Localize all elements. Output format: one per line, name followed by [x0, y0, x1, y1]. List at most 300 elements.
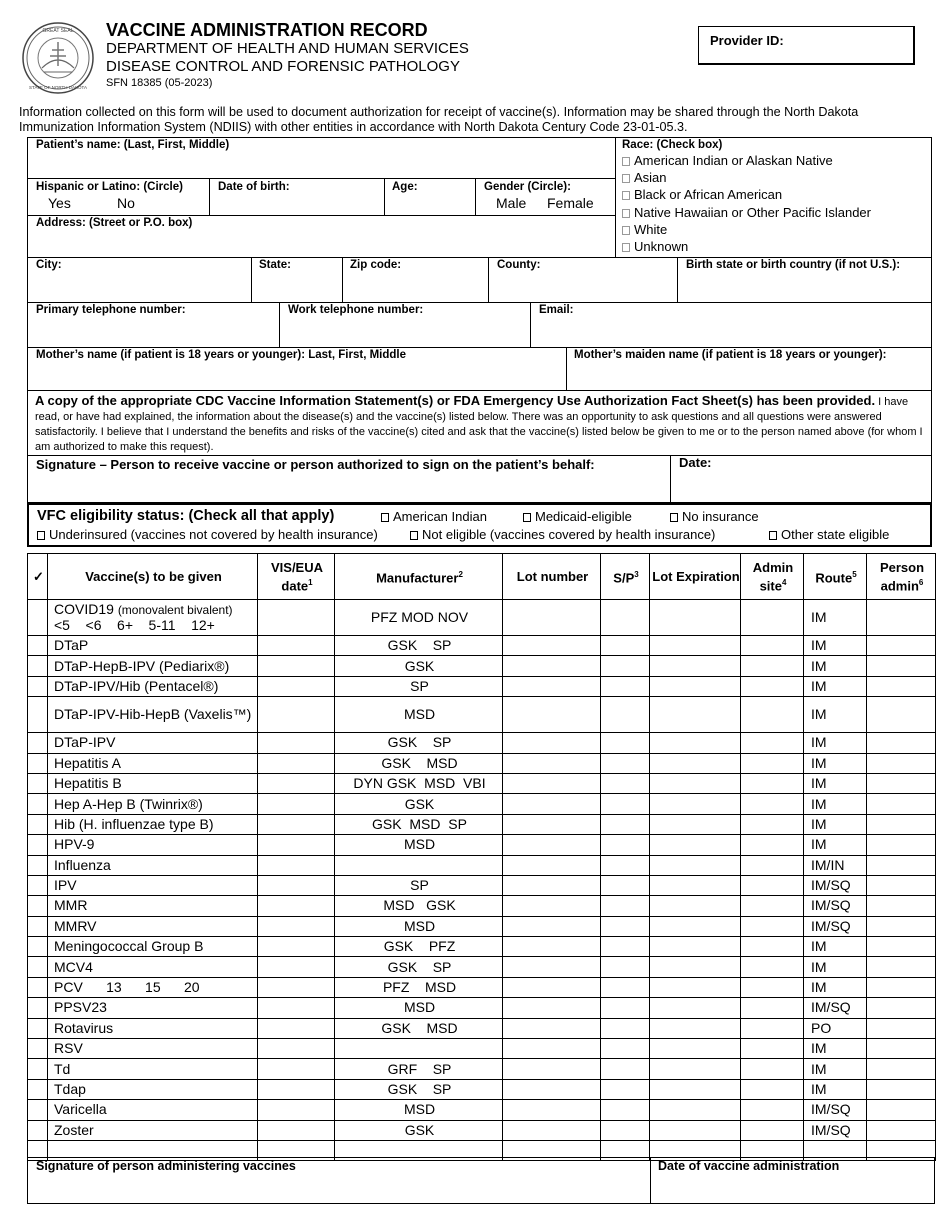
person-admin-cell[interactable]	[867, 1039, 936, 1059]
person-admin-cell[interactable]	[867, 1018, 936, 1038]
vaccine-name-cell: Varicella	[48, 1100, 258, 1120]
vis-date-cell[interactable]	[258, 1059, 335, 1079]
vis-date-cell[interactable]	[258, 753, 335, 773]
manufacturer-cell: DYN GSK MSD VBI	[335, 773, 503, 793]
admin-site-cell[interactable]	[741, 656, 804, 676]
vis-date-cell[interactable]	[258, 835, 335, 855]
checkbox-icon[interactable]	[622, 243, 630, 252]
lot-number-cell[interactable]	[503, 697, 601, 733]
person-admin-cell[interactable]	[867, 1079, 936, 1099]
admin-site-cell[interactable]	[741, 896, 804, 916]
admin-site-cell[interactable]	[741, 937, 804, 957]
lot-number-cell[interactable]	[503, 814, 601, 834]
lot-expiration-cell[interactable]	[650, 875, 741, 895]
vis-date-cell[interactable]	[258, 916, 335, 936]
sp-cell[interactable]	[601, 733, 650, 753]
table-row	[28, 1079, 936, 1099]
department-name: DEPARTMENT OF HEALTH AND HUMAN SERVICES	[106, 40, 469, 57]
lot-expiration-cell[interactable]	[650, 1039, 741, 1059]
lot-number-cell[interactable]	[503, 1018, 601, 1038]
person-admin-cell[interactable]	[867, 600, 936, 636]
manufacturer-cell: SP	[335, 875, 503, 895]
person-admin-cell[interactable]	[867, 697, 936, 733]
manufacturer-cell: SP	[335, 676, 503, 696]
admin-site-cell[interactable]	[741, 1120, 804, 1140]
lot-number-cell[interactable]	[503, 977, 601, 997]
vis-date-cell[interactable]	[258, 977, 335, 997]
lot-expiration-cell[interactable]	[650, 697, 741, 733]
lot-number-cell[interactable]	[503, 733, 601, 753]
race-option-pacific-islander[interactable]: Native Hawaiian or Other Pacific Islander	[622, 204, 871, 221]
vis-date-cell[interactable]	[258, 600, 335, 636]
route-cell: IM	[804, 753, 867, 773]
county-field[interactable]: County:	[497, 259, 541, 271]
sp-cell[interactable]	[601, 676, 650, 696]
sp-cell[interactable]	[601, 773, 650, 793]
lot-expiration-cell[interactable]	[650, 957, 741, 977]
mother-name-field[interactable]: Mother’s name (if patient is 18 years or younger): Last, First, Middle	[36, 349, 406, 361]
check-cell[interactable]	[28, 794, 48, 814]
vaccine-name-cell: Zoster	[48, 1120, 258, 1140]
header-person-admin: Person admin$^6$	[867, 554, 936, 600]
vis-date-cell[interactable]	[258, 733, 335, 753]
person-admin-cell[interactable]	[867, 896, 936, 916]
lot-number-cell[interactable]	[503, 835, 601, 855]
checkbox-icon[interactable]	[381, 513, 389, 522]
seal-bottom-text: STATE OF NORTH DAKOTA	[29, 85, 87, 90]
mother-maiden-name-field[interactable]: Mother’s maiden name (if patient is 18 years or younger):	[574, 349, 887, 361]
provider-id-field[interactable]	[698, 26, 915, 65]
route-cell: IM	[804, 697, 867, 733]
admin-site-cell[interactable]	[741, 1059, 804, 1079]
lot-expiration-cell[interactable]	[650, 835, 741, 855]
check-cell[interactable]	[28, 875, 48, 895]
sp-cell[interactable]	[601, 875, 650, 895]
admin-site-cell[interactable]	[741, 875, 804, 895]
lot-expiration-cell[interactable]	[650, 814, 741, 834]
header-route: Route$^5$	[804, 554, 867, 600]
lot-expiration-cell[interactable]	[650, 1059, 741, 1079]
route-cell: IM	[804, 1039, 867, 1059]
vaccine-name-cell: MMR	[48, 896, 258, 916]
person-admin-cell[interactable]	[867, 733, 936, 753]
sp-cell[interactable]	[601, 1039, 650, 1059]
sp-cell[interactable]	[601, 753, 650, 773]
admin-site-cell[interactable]	[741, 676, 804, 696]
admin-site-cell[interactable]	[741, 814, 804, 834]
sp-cell[interactable]	[601, 896, 650, 916]
vis-date-cell[interactable]	[258, 794, 335, 814]
age-field[interactable]: Age:	[392, 181, 418, 193]
sp-cell[interactable]	[601, 697, 650, 733]
manufacturer-cell: GSK MSD	[335, 1018, 503, 1038]
lot-expiration-cell[interactable]	[650, 855, 741, 875]
admin-site-cell[interactable]	[741, 998, 804, 1018]
admin-site-cell[interactable]	[741, 773, 804, 793]
admin-site-cell[interactable]	[741, 1039, 804, 1059]
gender-male-option[interactable]: Male	[496, 195, 527, 211]
person-admin-cell[interactable]	[867, 855, 936, 875]
table-row	[28, 916, 936, 936]
table-row	[28, 697, 936, 733]
route-cell: IM	[804, 600, 867, 636]
check-cell[interactable]	[28, 1039, 48, 1059]
sp-cell[interactable]	[601, 1100, 650, 1120]
vis-date-cell[interactable]	[258, 1079, 335, 1099]
sp-cell[interactable]	[601, 1018, 650, 1038]
dob-field[interactable]: Date of birth:	[218, 181, 290, 193]
lot-expiration-cell[interactable]	[650, 1100, 741, 1120]
vfc-option-american-indian[interactable]: American Indian	[381, 509, 487, 524]
admin-site-cell[interactable]	[741, 1018, 804, 1038]
sp-cell[interactable]	[601, 656, 650, 676]
check-cell[interactable]	[28, 676, 48, 696]
sp-cell[interactable]	[601, 1059, 650, 1079]
form-header	[106, 20, 469, 90]
table-row	[28, 733, 936, 753]
lot-expiration-cell[interactable]	[650, 753, 741, 773]
city-field[interactable]: City:	[36, 259, 62, 271]
vis-date-cell[interactable]	[258, 1100, 335, 1120]
checkbox-icon[interactable]	[769, 531, 777, 540]
vis-date-cell[interactable]	[258, 676, 335, 696]
lot-number-cell[interactable]	[503, 998, 601, 1018]
sp-cell[interactable]	[601, 794, 650, 814]
vfc-option-underinsured[interactable]: Underinsured (vaccines not covered by health insurance)	[37, 527, 378, 542]
lot-number-cell[interactable]	[503, 1039, 601, 1059]
vaccine-name-cell: DTaP	[48, 636, 258, 656]
check-cell[interactable]	[28, 957, 48, 977]
lot-number-cell[interactable]	[503, 896, 601, 916]
checkbox-icon[interactable]	[622, 226, 630, 235]
vis-date-cell[interactable]	[258, 875, 335, 895]
route-cell: IM	[804, 656, 867, 676]
lot-number-cell[interactable]	[503, 794, 601, 814]
checkbox-icon[interactable]	[622, 157, 630, 166]
seal-top-text: GREAT SEAL	[42, 28, 74, 34]
admin-site-cell[interactable]	[741, 697, 804, 733]
route-cell: IM	[804, 977, 867, 997]
vis-date-cell[interactable]	[258, 957, 335, 977]
checkbox-icon[interactable]	[622, 209, 630, 218]
sp-cell[interactable]	[601, 977, 650, 997]
person-admin-cell[interactable]	[867, 794, 936, 814]
lot-number-cell[interactable]	[503, 600, 601, 636]
state-field[interactable]: State:	[259, 259, 291, 271]
check-cell[interactable]	[28, 937, 48, 957]
manufacturer-cell: MSD GSK	[335, 896, 503, 916]
vaccine-name-cell: COVID19 (monovalent bivalent) <5 <6 6+ 5-11 12+	[48, 600, 258, 636]
manufacturer-cell: PFZ MSD	[335, 977, 503, 997]
lot-number-cell[interactable]	[503, 676, 601, 696]
vaccine-table	[27, 553, 936, 1161]
vaccine-name-cell: PCV 13 15 20	[48, 977, 258, 997]
lot-expiration-cell[interactable]	[650, 1018, 741, 1038]
person-admin-cell[interactable]	[867, 875, 936, 895]
administrator-signature-section	[27, 1157, 935, 1204]
person-admin-cell[interactable]	[867, 814, 936, 834]
checkbox-icon[interactable]	[622, 191, 630, 200]
patient-signature-field[interactable]: Signature – Person to receive vaccine or person authorized to sign on the patient’s behalf:	[36, 457, 595, 472]
check-cell[interactable]	[28, 753, 48, 773]
check-cell[interactable]	[28, 1079, 48, 1099]
sp-cell[interactable]	[601, 998, 650, 1018]
check-cell[interactable]	[28, 733, 48, 753]
lot-expiration-cell[interactable]	[650, 656, 741, 676]
vaccine-name-cell: MCV4	[48, 957, 258, 977]
person-admin-cell[interactable]	[867, 835, 936, 855]
lot-number-cell[interactable]	[503, 656, 601, 676]
route-cell: IM	[804, 957, 867, 977]
check-cell[interactable]	[28, 977, 48, 997]
person-admin-cell[interactable]	[867, 916, 936, 936]
vfc-option-not-eligible[interactable]: Not eligible (vaccines covered by health insurance)	[410, 527, 715, 542]
admin-site-cell[interactable]	[741, 957, 804, 977]
manufacturer-cell: GRF SP	[335, 1059, 503, 1079]
lot-number-cell[interactable]	[503, 855, 601, 875]
person-admin-cell[interactable]	[867, 977, 936, 997]
lot-number-cell[interactable]	[503, 1079, 601, 1099]
person-admin-cell[interactable]	[867, 656, 936, 676]
check-cell[interactable]	[28, 998, 48, 1018]
manufacturer-cell: GSK MSD SP	[335, 814, 503, 834]
vis-date-cell[interactable]	[258, 896, 335, 916]
vaccine-name-cell: DTaP-IPV	[48, 733, 258, 753]
check-cell[interactable]	[28, 1120, 48, 1140]
race-option-white[interactable]: White	[622, 221, 871, 238]
admin-site-cell[interactable]	[741, 835, 804, 855]
admin-site-cell[interactable]	[741, 636, 804, 656]
manufacturer-cell: GSK	[335, 1120, 503, 1140]
check-cell[interactable]	[28, 697, 48, 733]
header-vaccine: Vaccine(s) to be given	[48, 554, 258, 600]
primary-phone-field[interactable]: Primary telephone number:	[36, 304, 186, 316]
race-option-asian[interactable]: Asian	[622, 169, 871, 186]
check-cell[interactable]	[28, 896, 48, 916]
hispanic-label: Hispanic or Latino: (Circle)	[36, 181, 183, 193]
vaccine-name-cell: Hepatitis B	[48, 773, 258, 793]
vaccine-name-cell: HPV-9	[48, 835, 258, 855]
route-cell: IM/SQ	[804, 896, 867, 916]
vis-date-cell[interactable]	[258, 656, 335, 676]
birth-state-field[interactable]: Birth state or birth country (if not U.S.):	[686, 259, 901, 271]
vaccine-name-cell: DTaP-IPV/Hib (Pentacel®)	[48, 676, 258, 696]
check-cell[interactable]	[28, 916, 48, 936]
sp-cell[interactable]	[601, 855, 650, 875]
sp-cell[interactable]	[601, 937, 650, 957]
lot-number-cell[interactable]	[503, 1100, 601, 1120]
person-admin-cell[interactable]	[867, 1059, 936, 1079]
email-field[interactable]: Email:	[539, 304, 574, 316]
header-lot-expiration: Lot Expiration	[650, 554, 741, 600]
vis-date-cell[interactable]	[258, 855, 335, 875]
vfc-option-no-insurance[interactable]: No insurance	[670, 509, 759, 524]
person-admin-cell[interactable]	[867, 998, 936, 1018]
vis-date-cell[interactable]	[258, 998, 335, 1018]
vis-date-cell[interactable]	[258, 937, 335, 957]
manufacturer-cell	[335, 1039, 503, 1059]
manufacturer-cell: PFZ MOD NOV	[335, 600, 503, 636]
lot-number-cell[interactable]	[503, 875, 601, 895]
header-manufacturer: Manufacturer$^2$	[335, 554, 503, 600]
lot-number-cell[interactable]	[503, 916, 601, 936]
work-phone-field[interactable]: Work telephone number:	[288, 304, 424, 316]
table-header-row	[28, 554, 936, 600]
person-admin-cell[interactable]	[867, 1100, 936, 1120]
race-option-black[interactable]: Black or African American	[622, 186, 871, 203]
lot-number-cell[interactable]	[503, 1120, 601, 1140]
lot-expiration-cell[interactable]	[650, 998, 741, 1018]
check-cell[interactable]	[28, 1100, 48, 1120]
sp-cell[interactable]	[601, 1120, 650, 1140]
manufacturer-cell: GSK	[335, 656, 503, 676]
administrator-signature-field[interactable]: Signature of person administering vaccines	[36, 1159, 296, 1173]
lot-number-cell[interactable]	[503, 753, 601, 773]
route-cell: IM/SQ	[804, 1100, 867, 1120]
hispanic-yes-option[interactable]: Yes	[48, 195, 71, 211]
vis-date-cell[interactable]	[258, 814, 335, 834]
vis-date-cell[interactable]	[258, 636, 335, 656]
person-admin-cell[interactable]	[867, 1120, 936, 1140]
lot-expiration-cell[interactable]	[650, 794, 741, 814]
check-cell[interactable]	[28, 1059, 48, 1079]
race-option-american-indian[interactable]: American Indian or Alaskan Native	[622, 152, 871, 169]
check-cell[interactable]	[28, 600, 48, 636]
table-row	[28, 855, 936, 875]
lot-expiration-cell[interactable]	[650, 1079, 741, 1099]
vaccine-name-cell: RSV	[48, 1039, 258, 1059]
route-cell: IM	[804, 835, 867, 855]
route-cell: IM/IN	[804, 855, 867, 875]
form-title: VACCINE ADMINISTRATION RECORD	[106, 20, 428, 40]
lot-number-cell[interactable]	[503, 957, 601, 977]
vis-date-cell[interactable]	[258, 1018, 335, 1038]
table-row	[28, 814, 936, 834]
lot-number-cell[interactable]	[503, 937, 601, 957]
lot-expiration-cell[interactable]	[650, 1120, 741, 1140]
check-cell[interactable]	[28, 636, 48, 656]
vfc-eligibility-section	[27, 503, 932, 547]
check-cell[interactable]	[28, 773, 48, 793]
checkbox-icon[interactable]	[410, 531, 418, 540]
form-number: SFN 18385 (05-2023)	[106, 77, 213, 89]
sp-cell[interactable]	[601, 835, 650, 855]
person-admin-cell[interactable]	[867, 957, 936, 977]
sp-cell[interactable]	[601, 636, 650, 656]
admin-site-cell[interactable]	[741, 794, 804, 814]
table-row	[28, 1120, 936, 1140]
route-cell: IM/SQ	[804, 1120, 867, 1140]
lot-expiration-cell[interactable]	[650, 896, 741, 916]
manufacturer-cell: MSD	[335, 1100, 503, 1120]
sp-cell[interactable]	[601, 957, 650, 977]
admin-site-cell[interactable]	[741, 600, 804, 636]
person-admin-cell[interactable]	[867, 937, 936, 957]
check-cell[interactable]	[28, 1018, 48, 1038]
lot-number-cell[interactable]	[503, 636, 601, 656]
admin-site-cell[interactable]	[741, 1100, 804, 1120]
checkbox-icon[interactable]	[622, 174, 630, 183]
vaccine-name-cell: DTaP-HepB-IPV (Pediarix®)	[48, 656, 258, 676]
vaccine-name-cell: Meningococcal Group B	[48, 937, 258, 957]
lot-number-cell[interactable]	[503, 773, 601, 793]
patient-signature-date-field[interactable]: Date:	[679, 455, 712, 470]
table-row	[28, 1018, 936, 1038]
checkbox-icon[interactable]	[523, 513, 531, 522]
vaccine-name-cell: Rotavirus	[48, 1018, 258, 1038]
lot-expiration-cell[interactable]	[650, 916, 741, 936]
route-cell: IM/SQ	[804, 875, 867, 895]
check-cell[interactable]	[28, 814, 48, 834]
vis-date-cell[interactable]	[258, 1120, 335, 1140]
table-row	[28, 835, 936, 855]
sp-cell[interactable]	[601, 600, 650, 636]
gender-female-option[interactable]: Female	[547, 195, 594, 211]
check-cell[interactable]	[28, 855, 48, 875]
administration-date-field[interactable]: Date of vaccine administration	[658, 1159, 840, 1173]
route-cell: IM	[804, 733, 867, 753]
vfc-option-other-state[interactable]: Other state eligible	[769, 527, 889, 542]
lot-expiration-cell[interactable]	[650, 733, 741, 753]
lot-expiration-cell[interactable]	[650, 977, 741, 997]
consent-statement	[35, 393, 925, 455]
vfc-option-medicaid[interactable]: Medicaid-eligible	[523, 509, 632, 524]
hispanic-no-option[interactable]: No	[117, 195, 135, 211]
admin-site-cell[interactable]	[741, 977, 804, 997]
manufacturer-cell: GSK SP	[335, 733, 503, 753]
lot-expiration-cell[interactable]	[650, 676, 741, 696]
lot-number-cell[interactable]	[503, 1059, 601, 1079]
vaccine-name-cell: PPSV23	[48, 998, 258, 1018]
state-seal-icon	[22, 22, 94, 94]
admin-site-cell[interactable]	[741, 753, 804, 773]
lot-expiration-cell[interactable]	[650, 937, 741, 957]
vis-date-cell[interactable]	[258, 773, 335, 793]
vis-date-cell[interactable]	[258, 697, 335, 733]
checkbox-icon[interactable]	[37, 531, 45, 540]
admin-site-cell[interactable]	[741, 733, 804, 753]
route-cell: IM	[804, 676, 867, 696]
checkbox-icon[interactable]	[670, 513, 678, 522]
sp-cell[interactable]	[601, 916, 650, 936]
sp-cell[interactable]	[601, 814, 650, 834]
check-cell[interactable]	[28, 656, 48, 676]
patient-name-field[interactable]: Patient’s name: (Last, First, Middle)	[36, 139, 230, 151]
person-admin-cell[interactable]	[867, 676, 936, 696]
person-admin-cell[interactable]	[867, 753, 936, 773]
table-row	[28, 753, 936, 773]
vaccine-name-cell: IPV	[48, 875, 258, 895]
address-field[interactable]: Address: (Street or P.O. box)	[36, 217, 193, 229]
check-cell[interactable]	[28, 835, 48, 855]
admin-site-cell[interactable]	[741, 855, 804, 875]
vis-date-cell[interactable]	[258, 1039, 335, 1059]
admin-site-cell[interactable]	[741, 1079, 804, 1099]
admin-site-cell[interactable]	[741, 916, 804, 936]
lot-expiration-cell[interactable]	[650, 773, 741, 793]
lot-expiration-cell[interactable]	[650, 636, 741, 656]
table-row	[28, 1039, 936, 1059]
lot-expiration-cell[interactable]	[650, 600, 741, 636]
person-admin-cell[interactable]	[867, 636, 936, 656]
route-cell: IM	[804, 1079, 867, 1099]
person-admin-cell[interactable]	[867, 773, 936, 793]
zip-code-field[interactable]: Zip code:	[350, 259, 402, 271]
race-option-unknown[interactable]: Unknown	[622, 238, 871, 255]
manufacturer-cell: GSK SP	[335, 636, 503, 656]
sp-cell[interactable]	[601, 1079, 650, 1099]
gender-label: Gender (Circle):	[484, 181, 571, 193]
